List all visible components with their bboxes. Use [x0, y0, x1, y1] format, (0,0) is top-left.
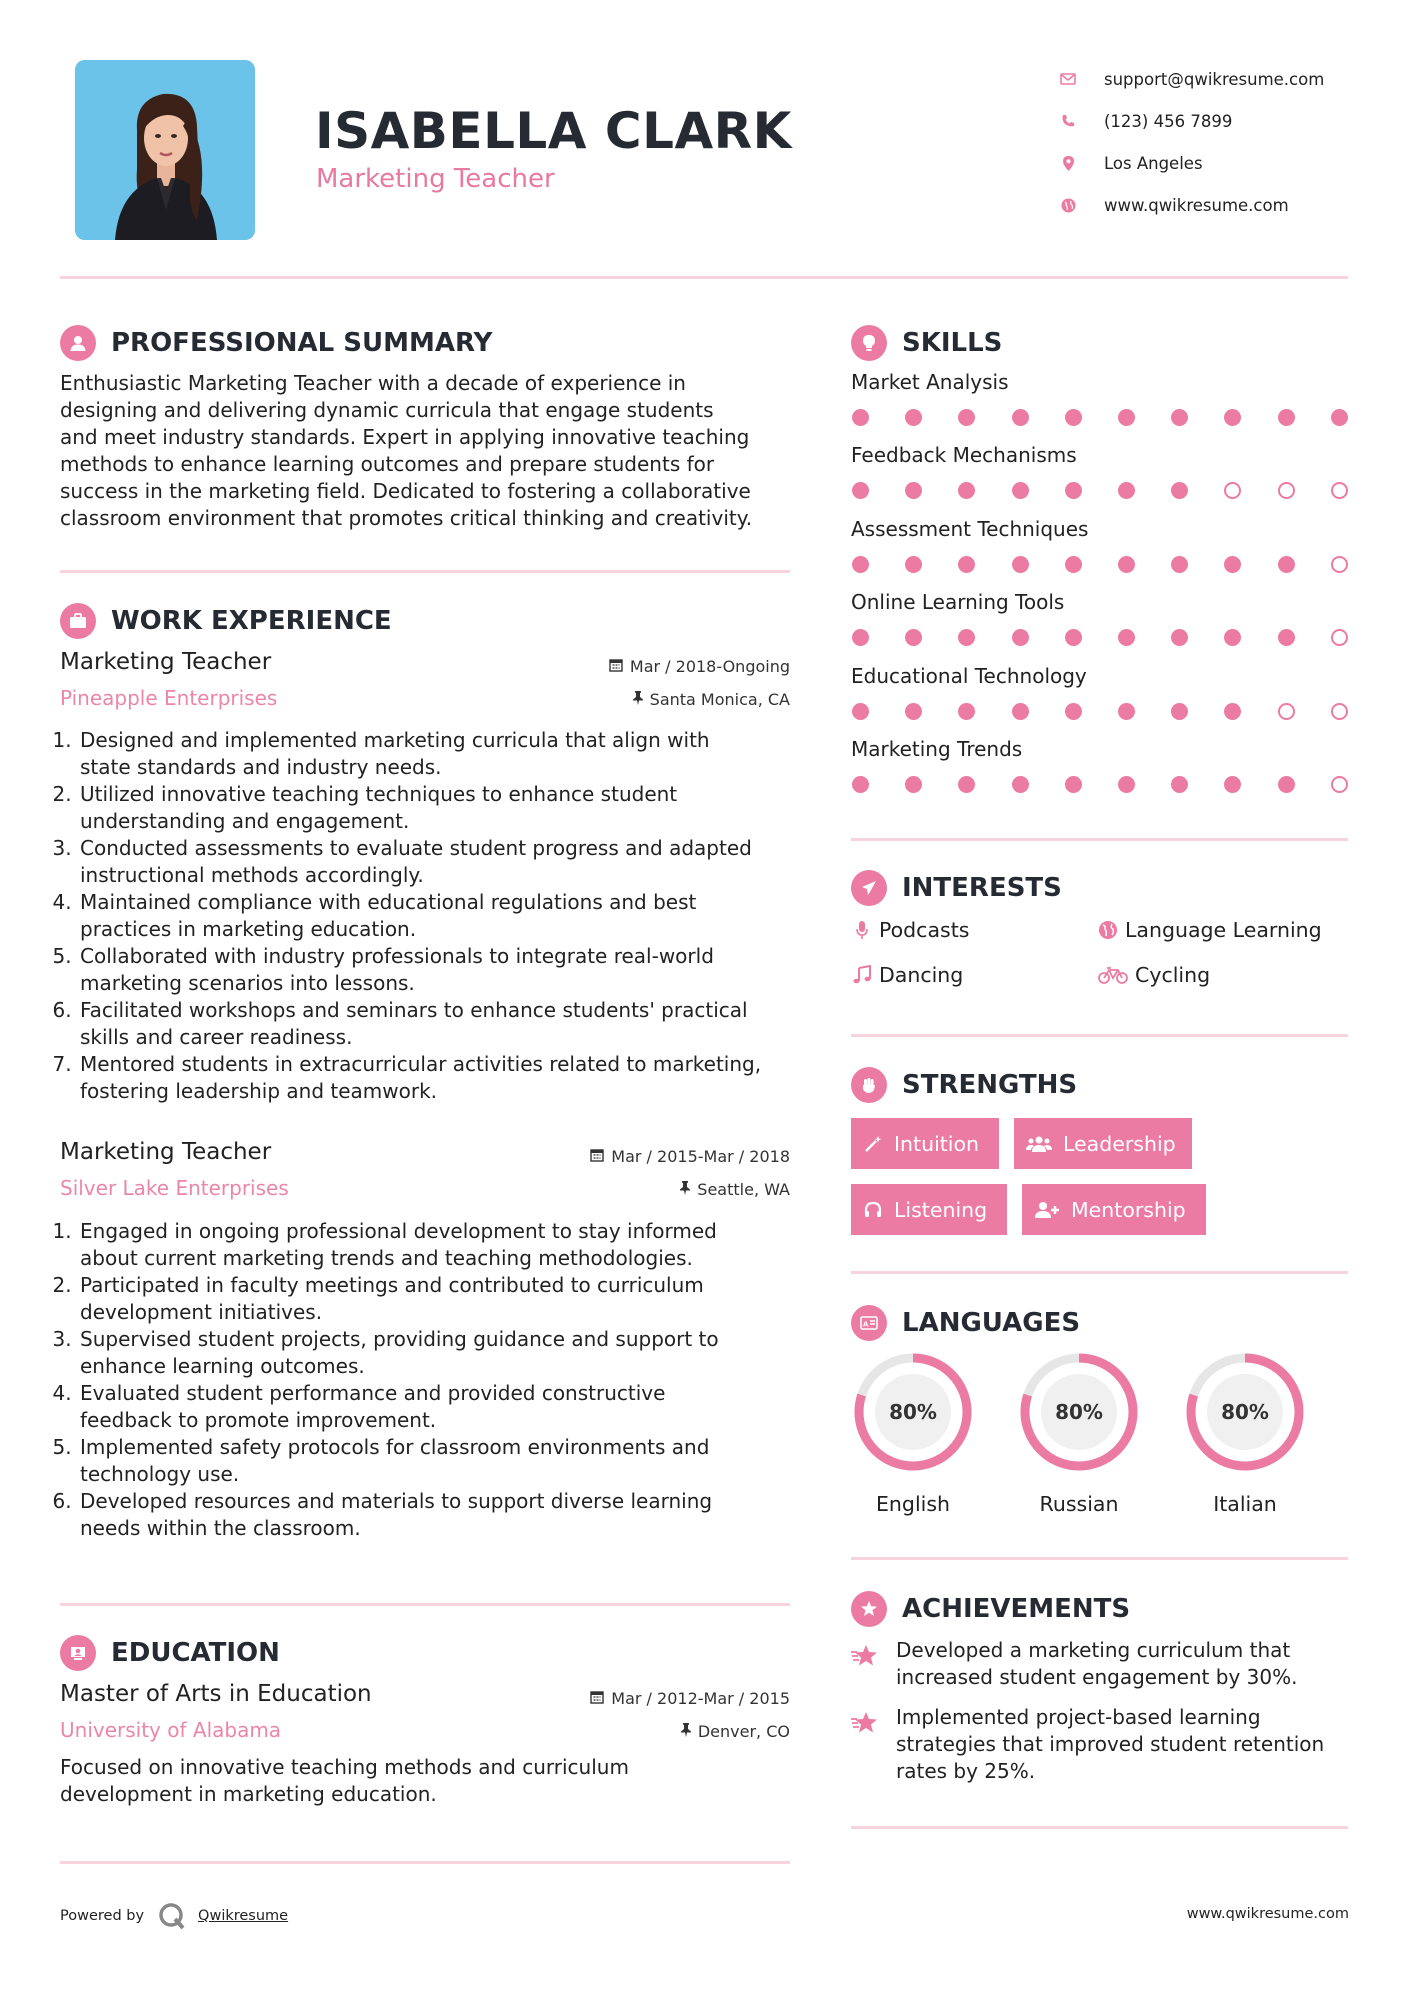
job-entry	[60, 1137, 790, 1557]
interests-divider	[851, 1034, 1348, 1037]
rating-dot-filled	[1224, 703, 1241, 720]
profile-photo	[75, 60, 255, 240]
skills-list	[851, 370, 1351, 810]
powered-by-text: Powered by	[60, 1908, 145, 1924]
list-item: 1. Engaged in ongoing professional development to stay informed about current marketing trends and teaching methodologies.	[78, 1218, 796, 1272]
rating-dot-filled	[1278, 629, 1295, 646]
skills-divider	[851, 838, 1348, 841]
rating-dot-filled	[852, 629, 869, 646]
strength-label: Leadership	[1063, 1131, 1176, 1156]
contact-location	[1052, 142, 1392, 184]
job-location-text: Santa Monica, CA	[649, 690, 790, 709]
skill-rating	[852, 776, 1384, 793]
fist-icon	[851, 1067, 887, 1103]
footer-powered-by	[60, 1902, 288, 1930]
bicycle-icon	[1097, 966, 1129, 984]
summary-line: classroom environment that promotes critical thinking and creativity.	[60, 506, 753, 530]
interest-item	[1097, 963, 1210, 987]
calendar-icon	[590, 1689, 604, 1708]
interest-item	[851, 963, 963, 987]
rating-dot-filled	[852, 703, 869, 720]
language-percent: 80%	[889, 1400, 937, 1424]
summary-text	[60, 370, 800, 532]
job-duties	[56, 727, 796, 1105]
summary-divider	[60, 570, 790, 573]
rating-dot-filled	[1224, 776, 1241, 793]
rating-dot-filled	[1331, 409, 1348, 426]
rating-dot-empty	[1331, 556, 1348, 573]
contact-website-text: www.qwikresume.com	[1104, 195, 1289, 215]
language-percent: 80%	[1221, 1400, 1269, 1424]
job-company: Silver Lake Enterprises	[60, 1176, 289, 1200]
rating-dot-filled	[1278, 409, 1295, 426]
languages-heading	[851, 1305, 1080, 1341]
pushpin-icon	[680, 1180, 690, 1199]
skills-title: SKILLS	[902, 328, 1003, 358]
strength-label: Mentorship	[1071, 1197, 1186, 1222]
rating-dot-filled	[1012, 556, 1029, 573]
language-name: Russian	[1039, 1492, 1119, 1516]
education-line: development in marketing education.	[60, 1782, 437, 1806]
candidate-role: Marketing Teacher	[316, 164, 555, 194]
education-divider	[60, 1861, 790, 1864]
rating-dot-empty	[1331, 629, 1348, 646]
strength-tag	[851, 1118, 999, 1169]
pushpin-icon	[681, 1722, 691, 1741]
achievement-line: Implemented project-based learning	[896, 1705, 1261, 1729]
rating-dot-filled	[1012, 629, 1029, 646]
contact-email[interactable]	[1052, 58, 1392, 100]
rating-dot-empty	[1331, 482, 1348, 499]
rating-dot-empty	[1331, 703, 1348, 720]
rating-dot-filled	[1118, 556, 1135, 573]
rating-dot-filled	[1118, 776, 1135, 793]
contact-phone-text: (123) 456 7899	[1104, 111, 1233, 131]
list-item: 7. Mentored students in extracurricular activities related to marketing, fostering leadership and teamwork.	[78, 1051, 796, 1105]
header-divider	[60, 276, 1348, 279]
skill-name: Educational Technology	[851, 663, 1087, 688]
achievement-line: increased student engagement by 30%.	[896, 1665, 1298, 1689]
strength-label: Listening	[894, 1197, 988, 1222]
globe-icon	[1097, 920, 1119, 940]
rating-dot-filled	[1012, 482, 1029, 499]
achievement-line: rates by 25%.	[896, 1759, 1036, 1783]
rating-dot-filled	[905, 409, 922, 426]
rating-dot-filled	[1065, 703, 1082, 720]
contact-website[interactable]	[1052, 184, 1392, 226]
contact-phone[interactable]	[1052, 100, 1392, 142]
rating-dot-filled	[1065, 409, 1082, 426]
candidate-name: ISABELLA CLARK	[315, 102, 792, 160]
experience-divider	[60, 1603, 790, 1606]
rating-dot-filled	[905, 482, 922, 499]
interest-item	[851, 918, 969, 942]
list-item: 2. Participated in faculty meetings and contributed to curriculum development initiatives.	[78, 1272, 796, 1326]
rating-dot-filled	[1118, 703, 1135, 720]
language-name: Italian	[1213, 1492, 1277, 1516]
job-title: Marketing Teacher	[60, 649, 272, 675]
users-icon	[1026, 1134, 1052, 1154]
language-item	[1017, 1350, 1141, 1516]
map-pin-icon	[1052, 156, 1084, 171]
education-description	[60, 1754, 790, 1808]
interest-item	[1097, 918, 1322, 942]
footer-website[interactable]: www.qwikresume.com	[1186, 1906, 1349, 1922]
language-name: English	[875, 1492, 951, 1516]
skill-name: Online Learning Tools	[851, 590, 1065, 615]
skill-rating	[852, 629, 1384, 646]
summary-line: designing and delivering dynamic curricula that engage students	[60, 398, 714, 422]
education-location	[681, 1722, 790, 1741]
pushpin-icon	[633, 690, 643, 709]
rating-dot-empty	[1224, 482, 1241, 499]
rating-dot-filled	[1118, 629, 1135, 646]
interest-label: Cycling	[1135, 963, 1211, 987]
rating-dot-filled	[1278, 556, 1295, 573]
job-title: Marketing Teacher	[60, 1139, 272, 1165]
rating-dot-filled	[1171, 409, 1188, 426]
job-date	[609, 657, 790, 676]
list-item: 5. Implemented safety protocols for classroom environments and technology use.	[78, 1434, 796, 1488]
rating-dot-filled	[1171, 703, 1188, 720]
education-location-text: Denver, CO	[697, 1722, 790, 1741]
contact-email-text: support@qwikresume.com	[1104, 69, 1325, 89]
list-item: 6. Developed resources and materials to support diverse learning needs within the classroom.	[78, 1488, 796, 1542]
achievements-title: ACHIEVEMENTS	[902, 1594, 1131, 1624]
rating-dot-filled	[1065, 556, 1082, 573]
languages-title: LANGUAGES	[902, 1308, 1081, 1338]
rating-dot-empty	[1278, 482, 1295, 499]
achievement-line: Developed a marketing curriculum that	[896, 1638, 1291, 1662]
achievements-heading	[851, 1591, 1130, 1627]
skill-name: Market Analysis	[851, 370, 1009, 394]
achievement-item	[896, 1704, 1366, 1785]
rating-dot-filled	[905, 556, 922, 573]
interests-heading	[851, 870, 1062, 906]
job-location-text: Seattle, WA	[697, 1180, 790, 1199]
achievement-line: strategies that improved student retention	[896, 1732, 1325, 1756]
job-date-text: Mar / 2018-Ongoing	[629, 657, 790, 676]
skill-rating	[852, 703, 1384, 720]
rating-dot-filled	[1118, 482, 1135, 499]
rating-dot-empty	[1331, 776, 1348, 793]
school-name: University of Alabama	[60, 1718, 282, 1742]
rating-dot-filled	[958, 776, 975, 793]
rating-dot-filled	[905, 703, 922, 720]
rating-dot-filled	[852, 776, 869, 793]
rating-dot-filled	[1171, 556, 1188, 573]
rating-dot-filled	[958, 629, 975, 646]
rating-dot-filled	[1171, 629, 1188, 646]
education-date	[590, 1689, 790, 1708]
strengths-divider	[851, 1271, 1348, 1274]
rating-dot-filled	[1224, 556, 1241, 573]
strengths-heading	[851, 1067, 1077, 1103]
globe-icon	[1052, 198, 1084, 213]
envelope-icon	[1052, 73, 1084, 85]
rating-dot-filled	[958, 482, 975, 499]
rating-dot-empty	[1278, 703, 1295, 720]
languages-divider	[851, 1557, 1348, 1560]
rating-dot-filled	[1118, 409, 1135, 426]
achievements-divider	[851, 1826, 1348, 1829]
calendar-icon	[609, 657, 623, 676]
list-item: 3. Supervised student projects, providing guidance and support to enhance learning outcomes.	[78, 1326, 796, 1380]
qwikresume-link[interactable]: Qwikresume	[198, 1908, 289, 1924]
list-item: 6. Facilitated workshops and seminars to enhance students' practical skills and career readiness.	[78, 997, 796, 1051]
rating-dot-filled	[1224, 629, 1241, 646]
calendar-icon	[590, 1147, 604, 1166]
summary-line: Enthusiastic Marketing Teacher with a decade of experience in	[60, 371, 686, 395]
rating-dot-filled	[852, 556, 869, 573]
skill-rating	[852, 556, 1384, 573]
star-badge-icon	[851, 1591, 887, 1627]
summary-title: PROFESSIONAL SUMMARY	[111, 328, 493, 358]
svg-text:A: A	[863, 1320, 869, 1329]
language-card-icon	[851, 1305, 887, 1341]
skill-rating	[852, 409, 1384, 426]
interest-label: Podcasts	[879, 918, 970, 942]
education-entry	[60, 1679, 790, 1809]
job-company: Pineapple Enterprises	[60, 686, 278, 710]
list-item: 2. Utilized innovative teaching techniques to enhance student understanding and engagement.	[78, 781, 796, 835]
experience-heading	[60, 603, 392, 639]
job-date-text: Mar / 2015-Mar / 2018	[611, 1147, 790, 1166]
strength-tag	[1014, 1118, 1192, 1169]
interests-title: INTERESTS	[902, 873, 1062, 903]
rating-dot-filled	[1065, 482, 1082, 499]
qwikresume-logo-icon	[158, 1902, 186, 1930]
rating-dot-filled	[852, 482, 869, 499]
job-date	[590, 1147, 790, 1166]
interest-label: Dancing	[879, 963, 964, 987]
rating-dot-filled	[958, 556, 975, 573]
graduation-icon	[60, 1635, 96, 1671]
interest-label: Language Learning	[1125, 918, 1322, 942]
strengths-title: STRENGTHS	[902, 1070, 1078, 1100]
skills-heading	[851, 325, 1002, 361]
user-plus-icon	[1034, 1200, 1060, 1220]
rating-dot-filled	[1065, 776, 1082, 793]
language-percent: 80%	[1055, 1400, 1103, 1424]
lightbulb-icon	[851, 325, 887, 361]
phone-icon	[1052, 114, 1084, 128]
education-title: EDUCATION	[111, 1638, 280, 1668]
rating-dot-filled	[1012, 703, 1029, 720]
rating-dot-filled	[1012, 409, 1029, 426]
strength-tag	[851, 1184, 1007, 1235]
experience-title: WORK EXPERIENCE	[111, 606, 392, 636]
rating-dot-filled	[1012, 776, 1029, 793]
rating-dot-filled	[958, 409, 975, 426]
rating-dot-filled	[1065, 629, 1082, 646]
summary-heading	[60, 325, 492, 361]
skill-name: Feedback Mechanisms	[851, 443, 1077, 468]
contact-location-text: Los Angeles	[1104, 153, 1203, 173]
education-line: Focused on innovative teaching methods and curriculum	[60, 1755, 629, 1779]
job-entry	[60, 647, 790, 1107]
rating-dot-filled	[1224, 409, 1241, 426]
magic-wand-icon	[863, 1134, 883, 1154]
strength-label: Intuition	[894, 1131, 980, 1156]
rating-dot-filled	[1171, 776, 1188, 793]
job-location	[680, 1180, 790, 1199]
skill-name: Marketing Trends	[851, 737, 1023, 761]
rating-dot-filled	[1278, 776, 1295, 793]
list-item: 5. Collaborated with industry professionals to integrate real-world marketing scenarios into lessons.	[78, 943, 796, 997]
list-item: 1. Designed and implemented marketing curricula that align with state standards and industry needs.	[78, 727, 796, 781]
strength-tag	[1022, 1184, 1206, 1235]
music-note-icon	[851, 965, 873, 985]
list-item: 3. Conducted assessments to evaluate student progress and adapted instructional methods accordingly.	[78, 835, 796, 889]
rating-dot-filled	[958, 703, 975, 720]
contact-block	[1052, 58, 1392, 226]
paper-plane-icon	[851, 870, 887, 906]
summary-line: success in the marketing field. Dedicated to fostering a collaborative	[60, 479, 751, 503]
language-item	[851, 1350, 975, 1516]
language-item	[1183, 1350, 1307, 1516]
achievement-item	[896, 1637, 1356, 1691]
rating-dot-filled	[1171, 482, 1188, 499]
education-heading	[60, 1635, 280, 1671]
list-item: 4. Evaluated student performance and provided constructive feedback to promote improvement.	[78, 1380, 796, 1434]
star-icon	[851, 1644, 883, 1672]
headphones-icon	[863, 1200, 883, 1220]
user-icon	[60, 325, 96, 361]
skill-rating	[852, 482, 1384, 499]
rating-dot-filled	[905, 629, 922, 646]
summary-line: and meet industry standards. Expert in applying innovative teaching	[60, 425, 750, 449]
education-date-text: Mar / 2012-Mar / 2015	[611, 1689, 790, 1708]
briefcase-icon	[60, 603, 96, 639]
microphone-icon	[851, 920, 873, 940]
degree-title: Master of Arts in Education	[60, 1681, 372, 1707]
rating-dot-filled	[905, 776, 922, 793]
star-icon	[851, 1711, 883, 1739]
job-duties	[56, 1218, 796, 1542]
rating-dot-filled	[852, 409, 869, 426]
skill-name: Assessment Techniques	[851, 516, 1089, 541]
list-item: 4. Maintained compliance with educational regulations and best practices in marketing education.	[78, 889, 796, 943]
job-location	[633, 690, 790, 709]
summary-line: methods to enhance learning outcomes and prepare students for	[60, 452, 715, 476]
